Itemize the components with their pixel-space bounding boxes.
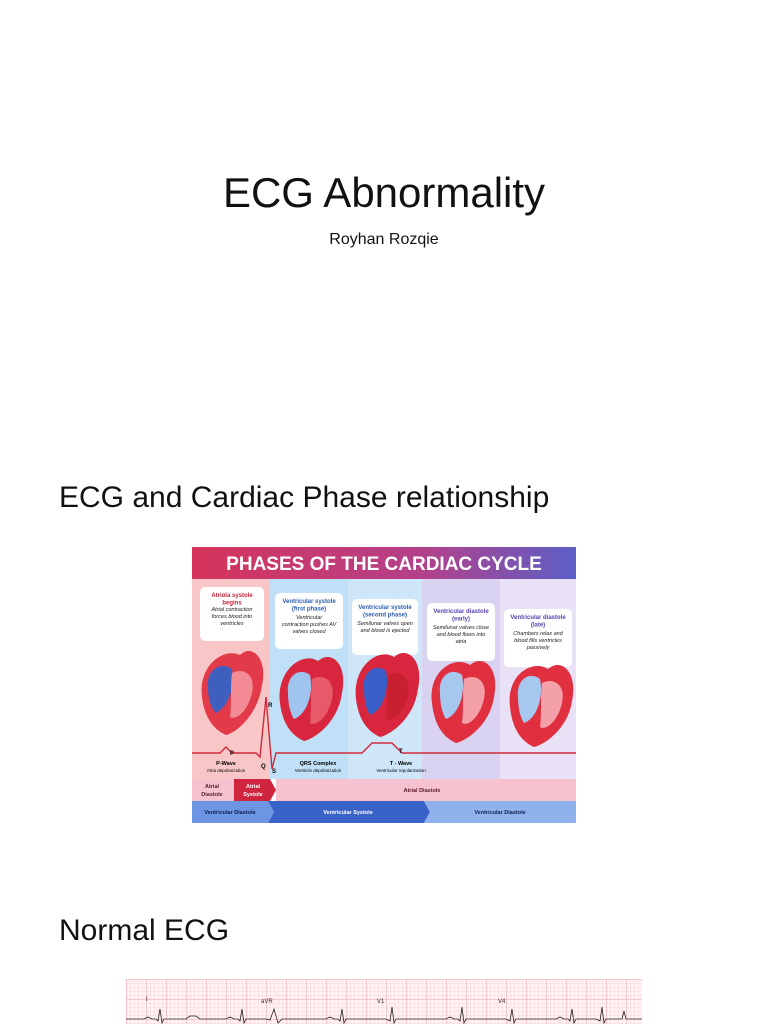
slide-author: Royhan Rozqie xyxy=(329,231,439,248)
atrial-row-label-3: Atrial Diastole xyxy=(403,788,441,794)
wave-label-qrs: QRS Complex xyxy=(299,761,337,767)
lead-label-3: V1 xyxy=(377,999,385,1005)
wave-letter-p: P xyxy=(230,751,235,757)
panel-title-5: Ventricular diastole (late) xyxy=(510,615,566,629)
panel-desc-5: Chambers relax and blood fills ventricles passively xyxy=(513,631,563,651)
lead-label-1: I xyxy=(146,997,148,1003)
normal-ecg-strip xyxy=(126,979,642,1024)
wave-sub-t: Ventricular repolarization xyxy=(376,768,426,773)
panel-title-3: Ventricular systole (second phase) xyxy=(358,605,412,619)
atrial-row-label-2b: Systole xyxy=(243,792,263,798)
atrial-row-label-1a: Atrial xyxy=(204,784,220,790)
section-heading-cardiac-phase: ECG and Cardiac Phase relationship xyxy=(59,481,550,514)
wave-letter-s: S xyxy=(272,769,277,775)
lead-label-4: V4 xyxy=(498,999,506,1005)
wave-letter-r: R xyxy=(268,703,273,709)
panel-title-1: Atriola systole begins xyxy=(211,593,253,607)
section-heading-normal-ecg: Normal ECG xyxy=(59,914,230,947)
panel-desc-1: Atrial contraction forces blood into ventricles xyxy=(211,607,253,627)
wave-label-p: P-Wave xyxy=(216,761,236,767)
wave-letter-t: T xyxy=(399,749,403,755)
atrial-row-label-2a: Atrial xyxy=(245,784,261,790)
slide-title: ECG Abnormality xyxy=(222,169,546,216)
figure-banner-text: PHASES OF THE CARDIAC CYCLE xyxy=(226,554,542,575)
panel-title-4: Ventricular diastole (early) xyxy=(433,609,489,623)
wave-letter-q: Q xyxy=(261,764,266,770)
ventricular-row-label-3: Ventricular Diastole xyxy=(474,810,526,816)
lead-label-2: aVR xyxy=(261,999,273,1005)
cardiac-cycle-figure xyxy=(192,547,576,823)
ventricular-row-label-1: Ventricular Diastole xyxy=(204,810,256,816)
wave-sub-p: Atria depolarization xyxy=(206,768,246,773)
panel-title-2: Ventricular systole (first phase) xyxy=(282,599,336,613)
panel-desc-4: Semilunar valves close and blood flows into atria xyxy=(432,625,490,645)
panel-desc-3: Semilunar valves open and blood is ejected xyxy=(357,621,413,634)
wave-label-t: T - Wave xyxy=(389,761,413,767)
panel-desc-2: Ventricular contraction pushes AV valves closed xyxy=(281,615,337,635)
atrial-row-label-1b: Diastole xyxy=(201,792,223,798)
ventricular-row-label-2: Ventricular Systole xyxy=(323,810,373,816)
wave-sub-qrs: Ventricle depolarization xyxy=(294,768,342,773)
